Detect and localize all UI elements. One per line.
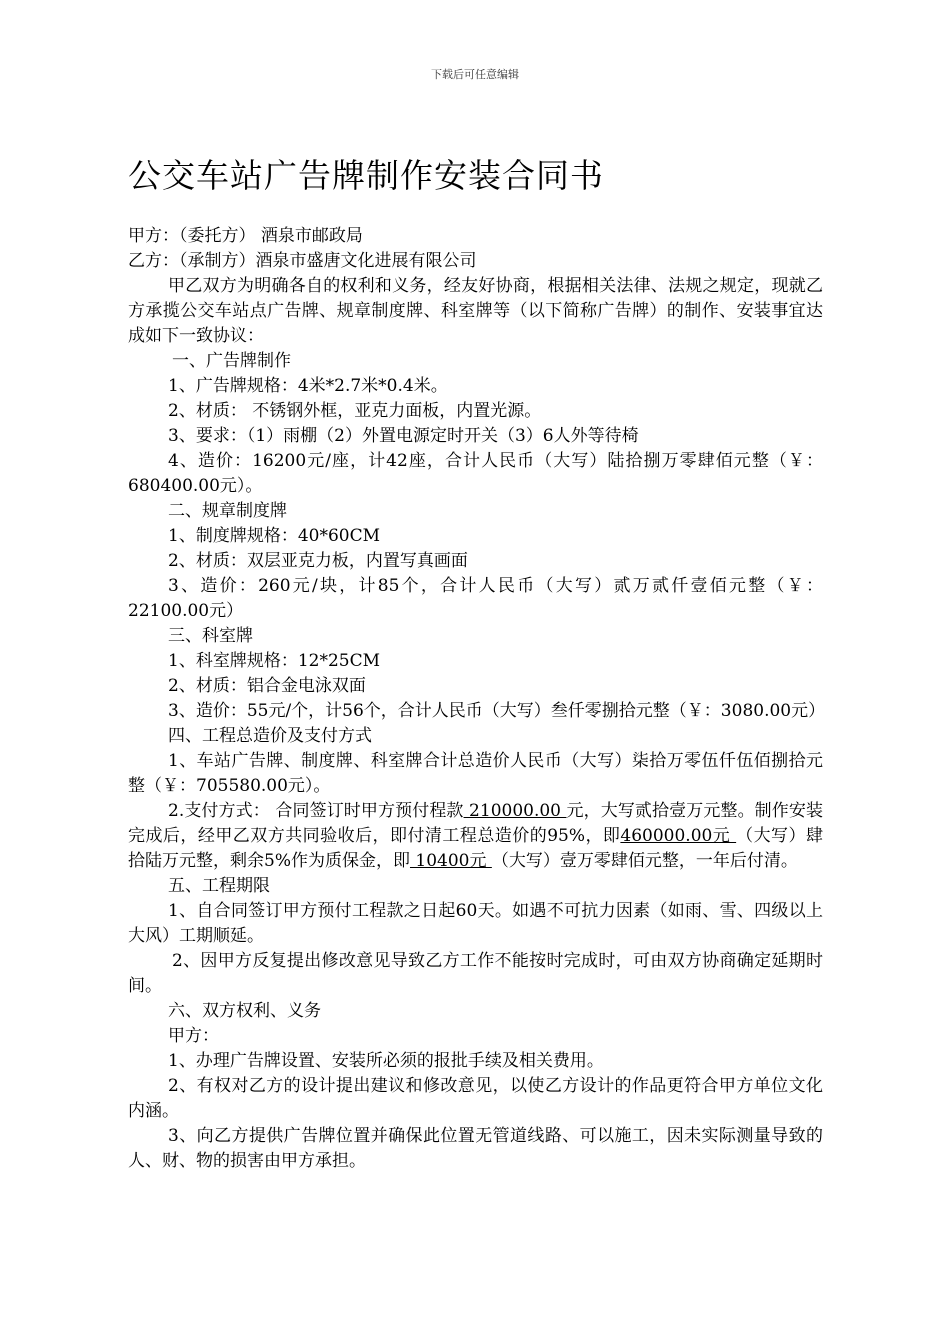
sub-heading: 甲方： bbox=[168, 1026, 219, 1046]
clause: 1、科室牌规格：12*25CM bbox=[168, 651, 380, 671]
contract-body bbox=[128, 224, 826, 1174]
clause: 2、材质：铝合金电泳双面 bbox=[168, 676, 366, 696]
payment-amount: 10400元 bbox=[409, 851, 492, 871]
party-a: 甲方：（委托方） 酒泉市邮政局 bbox=[128, 226, 363, 246]
clause: 1、办理广告牌设置、安装所必须的报批手续及相关费用。 bbox=[168, 1051, 604, 1071]
payment-text: 元，大写贰拾壹万元整。制作安装完成后，经甲乙双方共同验收后，即付清工程总造价的95%，即 bbox=[128, 801, 823, 846]
clause: 2、材质：双层亚克力板，内置写真画面 bbox=[168, 551, 468, 571]
section-heading: 六、双方权利、义务 bbox=[168, 1001, 321, 1021]
payment-clause bbox=[128, 799, 823, 874]
header-note: 下载后可任意编辑 bbox=[431, 68, 519, 81]
section-heading: 四、工程总造价及支付方式 bbox=[168, 726, 372, 746]
clause: 4、造价：16200元/座，计42座，合计人民币（大写）陆拾捌万零肆佰元整（￥：680400.00元）。 bbox=[128, 451, 823, 496]
clause: 1、制度牌规格：40*60CM bbox=[168, 526, 380, 546]
payment-amount: 460000.00元 bbox=[620, 826, 737, 846]
payment-text: （大写）壹万零肆佰元整，一年后付清。 bbox=[491, 851, 798, 871]
document-title: 公交车站广告牌制作安装合同书 bbox=[128, 156, 604, 195]
clause: 3、造价：55元/个，计56个，合计人民币（大写）叁仟零捌拾元整（￥：3080.00元） bbox=[168, 701, 826, 721]
payment-text: （大写）肆拾陆万元整，剩余5%作为质保金，即 bbox=[128, 826, 823, 871]
clause: 3、造价：260元/块，计85个，合计人民币（大写）贰万贰仟壹佰元整（￥：22100.00元） bbox=[128, 576, 823, 621]
clause: 2、材质： 不锈钢外框，亚克力面板，内置光源。 bbox=[168, 401, 542, 421]
clause: 1、广告牌规格：4米*2.7米*0.4米。 bbox=[168, 376, 448, 396]
payment-amount: 210000.00 bbox=[463, 801, 567, 821]
clause: 3、向乙方提供广告牌位置并确保此位置无管道线路、可以施工，因未实际测量导致的人、财、物的损害由甲方承担。 bbox=[128, 1126, 823, 1171]
payment-text: 2.支付方式： 合同签订时甲方预付程款 bbox=[168, 801, 464, 821]
clause: 3、要求：（1）雨棚（2）外置电源定时开关（3）6人外等待椅 bbox=[168, 426, 639, 446]
clause: 2、因甲方反复提出修改意见导致乙方工作不能按时完成时，可由双方协商确定延期时间。 bbox=[128, 951, 823, 996]
section-heading: 五、工程期限 bbox=[168, 876, 270, 896]
party-b: 乙方：（承制方）酒泉市盛唐文化进展有限公司 bbox=[128, 251, 477, 271]
clause: 1、自合同签订甲方预付工程款之日起60天。如遇不可抗力因素（如雨、雪、四级以上大风）工期顺延。 bbox=[128, 901, 823, 946]
section-heading: 一、广告牌制作 bbox=[172, 351, 291, 371]
section-heading: 二、规章制度牌 bbox=[168, 501, 287, 521]
clause: 2、有权对乙方的设计提出建议和修改意见，以使乙方设计的作品更符合甲方单位文化内涵。 bbox=[128, 1076, 823, 1121]
section-heading: 三、科室牌 bbox=[168, 626, 253, 646]
intro-paragraph: 甲乙双方为明确各自的权利和义务，经友好协商，根据相关法律、法规之规定，现就乙方承揽公交车站点广告牌、规章制度牌、科室牌等（以下简称广告牌）的制作、安装事宜达成如下一致协议： bbox=[128, 276, 823, 346]
clause: 1、车站广告牌、制度牌、科室牌合计总造价人民币（大写）柒拾万零伍仟伍佰捌拾元整（￥：705580.00元）。 bbox=[128, 751, 823, 796]
